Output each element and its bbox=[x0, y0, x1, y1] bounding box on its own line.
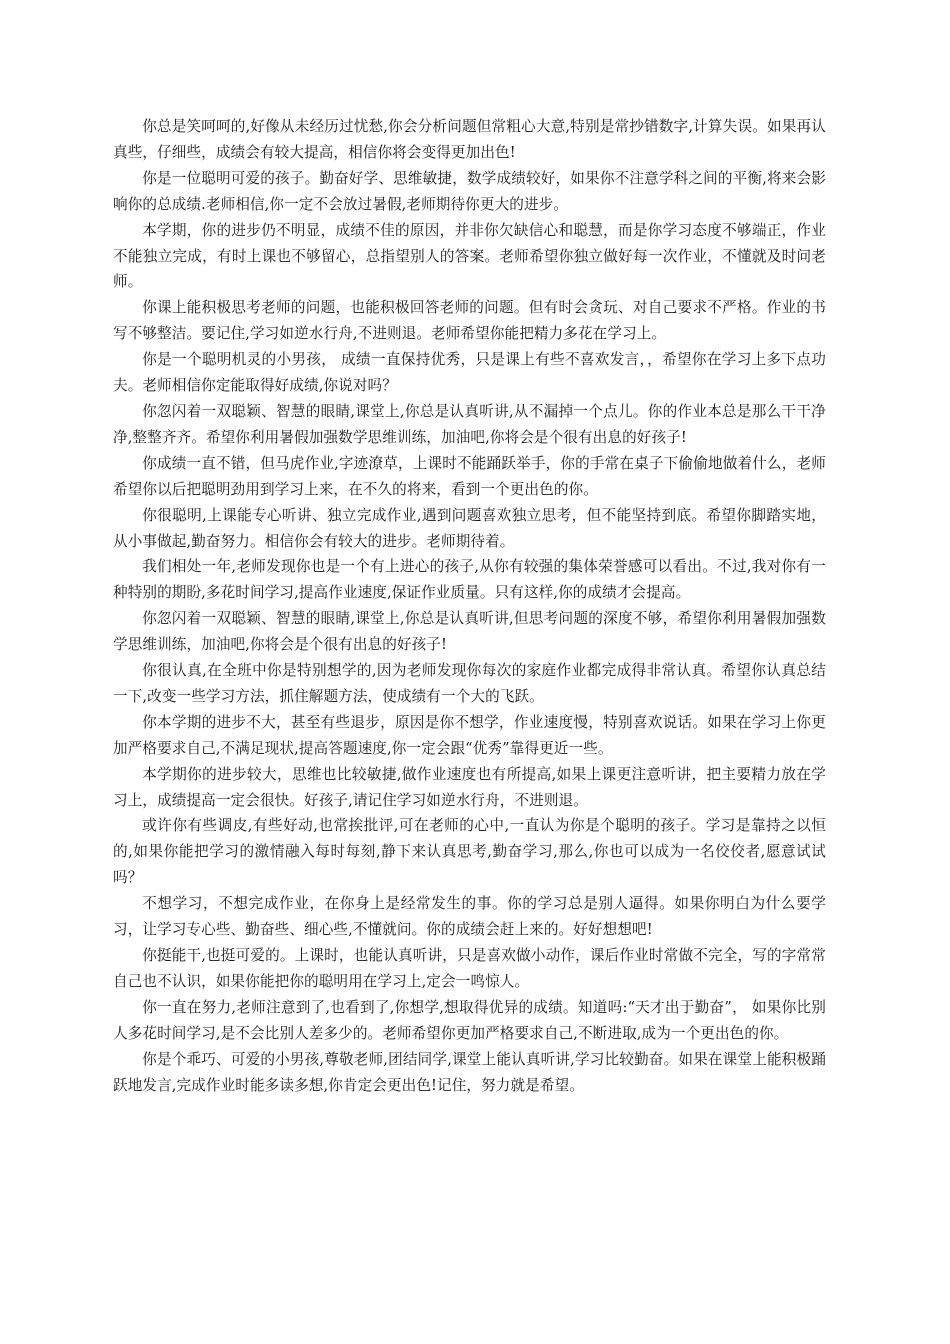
comment-paragraph-11: 你很认真,在全班中你是特别想学的,因为老师发现你每次的家庭作业都完成得非常认真。希望你认真总结一下,改变一些学习方法，抓住解题方法，使成绩有一个大的飞跃。 bbox=[113, 662, 826, 705]
comment-paragraph-5: 你是一个聪明机灵的小男孩， 成绩一直保持优秀，只是课上有些不喜欢发言，，希望你在学习上多下点功夫。老师相信你定能取得好成绩,你说对吗？ bbox=[113, 351, 826, 395]
comment-paragraph-15: 不想学习，不想完成作业，在你身上是经常发生的事。你的学习总是别人逼得。如果你明白为什么要学习，让学习专心些、勤奋些、细心些,不懂就问。你的成绩会赶上来的。好好想想吧! bbox=[113, 895, 826, 939]
comment-paragraph-14: 或许你有些调皮,有些好动,也常挨批评,可在老师的心中,一直认为你是个聪明的孩子。学习是靠持之以恒的,如果你能把学习的激情融入每时每刻,静下来认真思考,勤奋学习,那么,你也可以成为一名佼佼者,愿意试试吗？ bbox=[113, 817, 826, 887]
comment-paragraph-3: 本学期，你的进步仍不明显，成绩不佳的原因，并非你欠缺信心和聪慧，而是你学习态度不够端正，作业不能独立完成，有时上课也不够留心，总指望别人的答案。老师希望你独立做好每一次作业，不懂就及时问老师。 bbox=[113, 221, 826, 291]
comment-paragraph-1: 你总是笑呵呵的,好像从未经历过忧愁,你会分析问题但常粗心大意,特别是常抄错数字,计算失误。如果再认真些，仔细些，成绩会有较大提高，相信你将会变得更加出色! bbox=[113, 118, 826, 161]
comment-paragraph-7: 你成绩一直不错，但马虎作业,字迹潦草，上课时不能踊跃举手，你的手常在桌子下偷偷地做着什么，老师希望你以后把聪明劲用到学习上来，在不久的将来，看到一个更出色的你。 bbox=[113, 454, 826, 498]
comment-paragraph-12: 你本学期的进步不大，甚至有些退步，原因是你不想学，作业速度慢，特别喜欢说话。如果在学习上你更加严格要求自己,不满足现状,提高答题速度,你一定会跟“优秀”靠得更近一些。 bbox=[113, 713, 826, 757]
comment-paragraph-10: 你忽闪着一双聪颖、智慧的眼睛,课堂上,你总是认真听讲,但思考问题的深度不够，希望你利用暑假加强数学思维训练，加油吧,你将会是个很有出息的好孩子! bbox=[113, 610, 826, 654]
comment-paragraph-13: 本学期你的进步较大，思维也比较敏捷,做作业速度也有所提高,如果上课更注意听讲，把主要精力放在学习上，成绩提高一定会很快。好孩子,请记住学习如逆水行舟，不进则退。 bbox=[113, 765, 826, 809]
comment-paragraph-18: 你是个乖巧、可爱的小男孩,尊敬老师,团结同学,课堂上能认真听讲,学习比较勤奋。如果在课堂上能积极踊跃地发言,完成作业时能多读多想,你肯定会更出色!记住，努力就是希望。 bbox=[113, 1050, 826, 1094]
comment-paragraph-9: 我们相处一年,老师发现你也是一个有上进心的孩子,从你有较强的集体荣誉感可以看出。不过,我对你有一种特别的期盼,多花时间学习,提高作业速度,保证作业质量。只有这样,你的成绩才会提高。 bbox=[113, 558, 826, 602]
comment-paragraph-2: 你是一位聪明可爱的孩子。勤奋好学、思维敏捷，数学成绩较好，如果你不注意学科之间的平衡,将来会影响你的总成绩.老师相信,你一定不会放过暑假,老师期待你更大的进步。 bbox=[113, 169, 826, 213]
comment-paragraph-16: 你挺能干,也挺可爱的。上课时，也能认真听讲，只是喜欢做小动作，课后作业时常做不完全，写的字常常自己也不认识，如果你能把你的聪明用在学习上,定会一鸣惊人。 bbox=[113, 947, 826, 990]
comment-paragraph-17: 你一直在努力,老师注意到了,也看到了,你想学,想取得优异的成绩。知道吗:“天才出于勤奋”， 如果你比别人多花时间学习,是不会比别人差多少的。老师希望你更加严格要求自己,不断进取,成为一个更出色的你。 bbox=[113, 998, 826, 1042]
comment-paragraph-6: 你忽闪着一双聪颖、智慧的眼睛,课堂上,你总是认真听讲,从不漏掉一个点儿。你的作业本总是那么干干净净,整整齐齐。希望你利用暑假加强数学思维训练，加油吧,你将会是个很有出息的好孩子! bbox=[113, 402, 826, 446]
comment-paragraph-8: 你很聪明,上课能专心听讲、独立完成作业,遇到问题喜欢独立思考，但不能坚持到底。希望你脚踏实地，从小事做起,勤奋努力。相信你会有较大的进步。老师期待着。 bbox=[113, 506, 826, 550]
comment-paragraph-4: 你课上能积极思考老师的问题，也能积极回答老师的问题。但有时会贪玩、对自己要求不严格。作业的书写不够整洁。要记住,学习如逆水行舟,不进则退。老师希望你能把精力多花在学习上。 bbox=[113, 299, 826, 343]
